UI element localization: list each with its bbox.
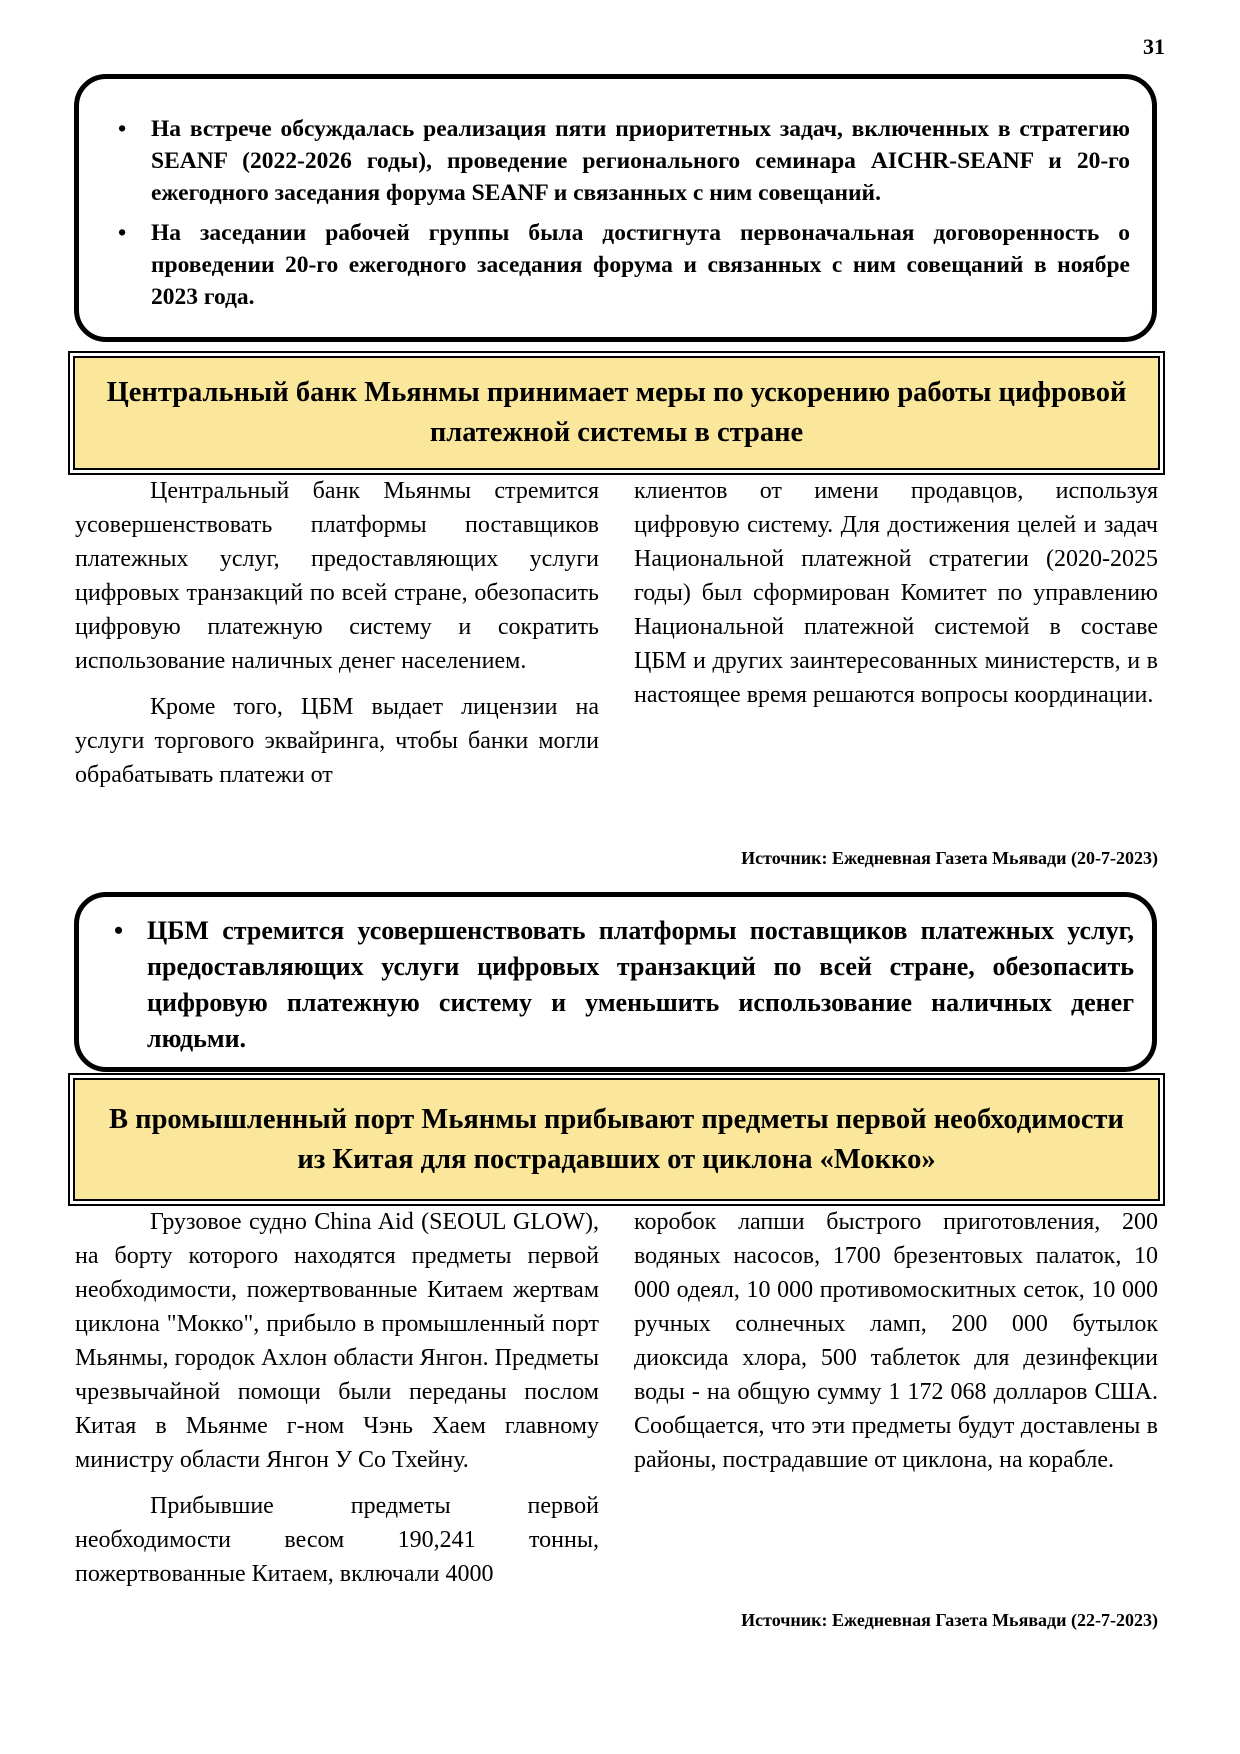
paragraph: Кроме того, ЦБМ выдает лицензии на услуги торгового эквайринга, чтобы банки могли обрабатывать платежи от bbox=[75, 694, 599, 788]
article1-source: Источник: Ежедневная Газета Мьявади (20-7-2023) bbox=[741, 848, 1158, 868]
paragraph: Прибывшие предметы первой необходимости весом 190,241 тонны, пожертвованные Китаем, включали 4000 bbox=[75, 1493, 599, 1587]
article1-summary-box bbox=[74, 892, 1157, 1072]
bullet-item: • На встрече обсуждалась реализация пяти приоритетных задач, включенных в стратегию SEANF (2022-2026 годы), проведение регионального семинара AICHR-SEANF и 20-го ежегодного заседания форума SEANF и связанных с ним совещаний. bbox=[101, 113, 1130, 209]
article1-right-column bbox=[634, 474, 1158, 712]
page-number: 31 bbox=[1143, 34, 1165, 59]
article1-left-column bbox=[75, 474, 599, 792]
article2-source: Источник: Ежедневная Газета Мьявади (22-7-2023) bbox=[741, 1610, 1158, 1630]
bullet-list bbox=[97, 913, 1134, 1057]
article-headline-cyclone-aid bbox=[73, 1078, 1160, 1201]
headline-text: В промышленный порт Мьянмы прибывают предметы первой необходимости из Китая для пострадавших от циклона «Мокко» bbox=[109, 1103, 1124, 1175]
article-headline-central-bank bbox=[73, 356, 1160, 470]
paragraph: коробок лапши быстрого приготовления, 200 водяных насосов, 1700 брезентовых палаток, 10 000 одеял, 10 000 противомоскитных сеток, 10 000 ручных солнечных ламп, 200 000 бутылок диоксида хлора, 500 таблеток для дезинфекции воды - на общую сумму 1 172 068 долларов США. Сообщается, что эти предметы будут доставлены в районы, пострадавшие от циклона, на корабле. bbox=[634, 1209, 1158, 1473]
bullet-list bbox=[101, 113, 1130, 313]
paragraph: Грузовое судно China Aid (SEOUL GLOW), на борту которого находятся предметы первой необходимости, пожертвованные Китаем жертвам циклона "Мокко", прибыло в промышленный порт Мьянмы, городок Ахлон области Янгон. Предметы чрезвычайной помощи были переданы послом Китая в Мьянме г-ном Чэнь Хаем главному министру области Янгон У Со Тхейну. bbox=[75, 1209, 599, 1473]
bullet-item: • На заседании рабочей группы была достигнута первоначальная договоренность о проведении 20-го ежегодного заседания форума и связанных с ним совещаний в ноябре 2023 года. bbox=[101, 217, 1130, 313]
article2-right-column bbox=[634, 1205, 1158, 1477]
paragraph: клиентов от имени продавцов, используя цифровую систему. Для достижения целей и задач Национальной платежной стратегии (2020-2025 годы) был сформирован Комитет по управлению Национальной платежной системой в составе ЦБМ и других заинтересованных министерств, и в настоящее время решаются вопросы координации. bbox=[634, 478, 1158, 708]
top-summary-box bbox=[74, 74, 1157, 342]
paragraph: Центральный банк Мьянмы стремится усовершенствовать платформы поставщиков платежных услуг, предоставляющих услуги цифровых транзакций по всей стране, обезопасить цифровую платежную систему и сократить использование наличных денег населением. bbox=[75, 478, 599, 674]
bullet-item: • ЦБМ стремится усовершенствовать платформы поставщиков платежных услуг, предоставляющих услуги цифровых транзакций по всей стране, обезопасить цифровую платежную систему и уменьшить использование наличных денег людьми. bbox=[97, 913, 1134, 1057]
article2-left-column bbox=[75, 1205, 599, 1591]
headline-text: Центральный банк Мьянмы принимает меры по ускорению работы цифровой платежной системы в стране bbox=[106, 377, 1127, 448]
